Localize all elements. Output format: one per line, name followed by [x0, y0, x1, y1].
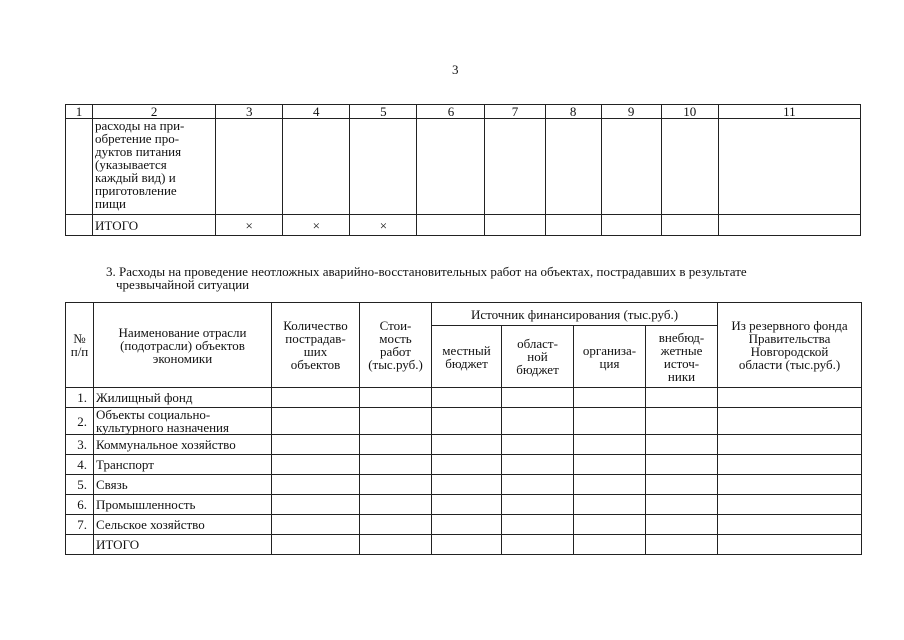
empty-cell [646, 408, 718, 435]
section-heading [106, 265, 846, 291]
empty-cell [272, 495, 360, 515]
empty-cell [574, 408, 646, 435]
empty-cell [360, 455, 432, 475]
empty-cell [272, 435, 360, 455]
total-row [66, 215, 861, 236]
header-organization: организа- ция [574, 326, 646, 388]
column-number: 3 [216, 105, 283, 119]
header-row [66, 303, 862, 326]
empty-cell [646, 388, 718, 408]
row-number [66, 535, 94, 555]
empty-cell [574, 515, 646, 535]
empty-cell [646, 535, 718, 555]
empty-cell [646, 515, 718, 535]
empty-cell [502, 408, 574, 435]
column-number: 4 [283, 105, 350, 119]
empty-cell [272, 535, 360, 555]
empty-cell [360, 535, 432, 555]
empty-cell [432, 515, 502, 535]
header-regional-budget: област- ной бюджет [502, 326, 574, 388]
empty-cell [718, 408, 862, 435]
empty-cell [718, 515, 862, 535]
column-number: 7 [485, 105, 545, 119]
column-number: 11 [718, 105, 860, 119]
header-name: Наименование отрасли (подотрасли) объектов экономики [94, 303, 272, 388]
empty-cell [718, 475, 862, 495]
emergency-works-table [65, 302, 862, 555]
empty-cell [646, 435, 718, 455]
empty-cell [360, 435, 432, 455]
section-heading-line2: чрезвычайной ситуации [116, 277, 250, 292]
empty-cell [574, 435, 646, 455]
column-number: 1 [66, 105, 93, 119]
empty-cell [432, 455, 502, 475]
empty-cell [502, 435, 574, 455]
empty-cell [432, 388, 502, 408]
header-off-budget: внебюд- жетные источ- ники [646, 326, 718, 388]
empty-cell [272, 475, 360, 495]
empty-cell [646, 475, 718, 495]
empty-cell [502, 455, 574, 475]
empty-cell [360, 388, 432, 408]
page-number: 3 [452, 62, 459, 77]
row-name: Сельское хозяйство [94, 515, 272, 535]
row-name: Промышленность [94, 495, 272, 515]
row-number: 3. [66, 435, 94, 455]
empty-cell [718, 455, 862, 475]
table-row [66, 408, 862, 435]
cross-mark: × [216, 215, 283, 236]
empty-cell [502, 515, 574, 535]
empty-cell [718, 388, 862, 408]
empty-cell [502, 388, 574, 408]
table-row [66, 535, 862, 555]
table-row [66, 119, 861, 215]
empty-cell [272, 408, 360, 435]
empty-cell [574, 535, 646, 555]
row-name: Связь [94, 475, 272, 495]
empty-cell [646, 495, 718, 515]
row-number: 1. [66, 388, 94, 408]
row-number: 4. [66, 455, 94, 475]
row-number: 7. [66, 515, 94, 535]
table-row [66, 455, 862, 475]
empty-cell [718, 535, 862, 555]
header-financing-source: Источник финансирования (тыс.руб.) [432, 303, 718, 326]
column-number: 5 [350, 105, 417, 119]
table-row [66, 515, 862, 535]
empty-cell [718, 435, 862, 455]
column-number: 6 [417, 105, 485, 119]
empty-cell [502, 535, 574, 555]
empty-cell [646, 455, 718, 475]
header-count: Количество пострадав- ших объектов [272, 303, 360, 388]
row-name: Транспорт [94, 455, 272, 475]
cross-mark: × [350, 215, 417, 236]
empty-cell [360, 475, 432, 495]
header-reserve-fund: Из резервного фонда Правительства Новгородской области (тыс.руб.) [718, 303, 862, 388]
column-number: 9 [601, 105, 661, 119]
table-row [66, 495, 862, 515]
expenses-table-continuation [65, 104, 861, 236]
header-num: № п/п [66, 303, 94, 388]
empty-cell [272, 515, 360, 535]
empty-cell [574, 495, 646, 515]
column-number: 10 [661, 105, 718, 119]
total-label: ИТОГО [93, 215, 216, 236]
table-row [66, 388, 862, 408]
header-local-budget: местный бюджет [432, 326, 502, 388]
empty-cell [272, 455, 360, 475]
column-number: 8 [545, 105, 601, 119]
empty-cell [360, 495, 432, 515]
empty-cell [574, 455, 646, 475]
table-row [66, 475, 862, 495]
row-number: 6. [66, 495, 94, 515]
cross-mark: × [283, 215, 350, 236]
empty-cell [432, 495, 502, 515]
header-cost: Стои- мость работ (тыс.руб.) [360, 303, 432, 388]
empty-cell [432, 535, 502, 555]
empty-cell [502, 495, 574, 515]
empty-cell [432, 435, 502, 455]
food-expense-label: расходы на при- обретение про- дуктов питания (указывается каждый вид) и приготовление пищи [93, 119, 216, 215]
row-name: Жилищный фонд [94, 388, 272, 408]
empty-cell [502, 475, 574, 495]
empty-cell [718, 495, 862, 515]
empty-cell [432, 475, 502, 495]
column-number-row [66, 105, 861, 119]
section-heading-line1: 3. Расходы на проведение неотложных аварийно-восстановительных работ на объектах, пострадавших в результате [106, 264, 747, 279]
column-number: 2 [93, 105, 216, 119]
row-name: Объекты социально- культурного назначения [94, 408, 272, 435]
row-name: ИТОГО [94, 535, 272, 555]
empty-cell [360, 408, 432, 435]
row-number: 5. [66, 475, 94, 495]
row-number: 2. [66, 408, 94, 435]
table-row [66, 435, 862, 455]
row-name: Коммунальное хозяйство [94, 435, 272, 455]
empty-cell [432, 408, 502, 435]
empty-cell [574, 388, 646, 408]
empty-cell [574, 475, 646, 495]
empty-cell [272, 388, 360, 408]
empty-cell [360, 515, 432, 535]
